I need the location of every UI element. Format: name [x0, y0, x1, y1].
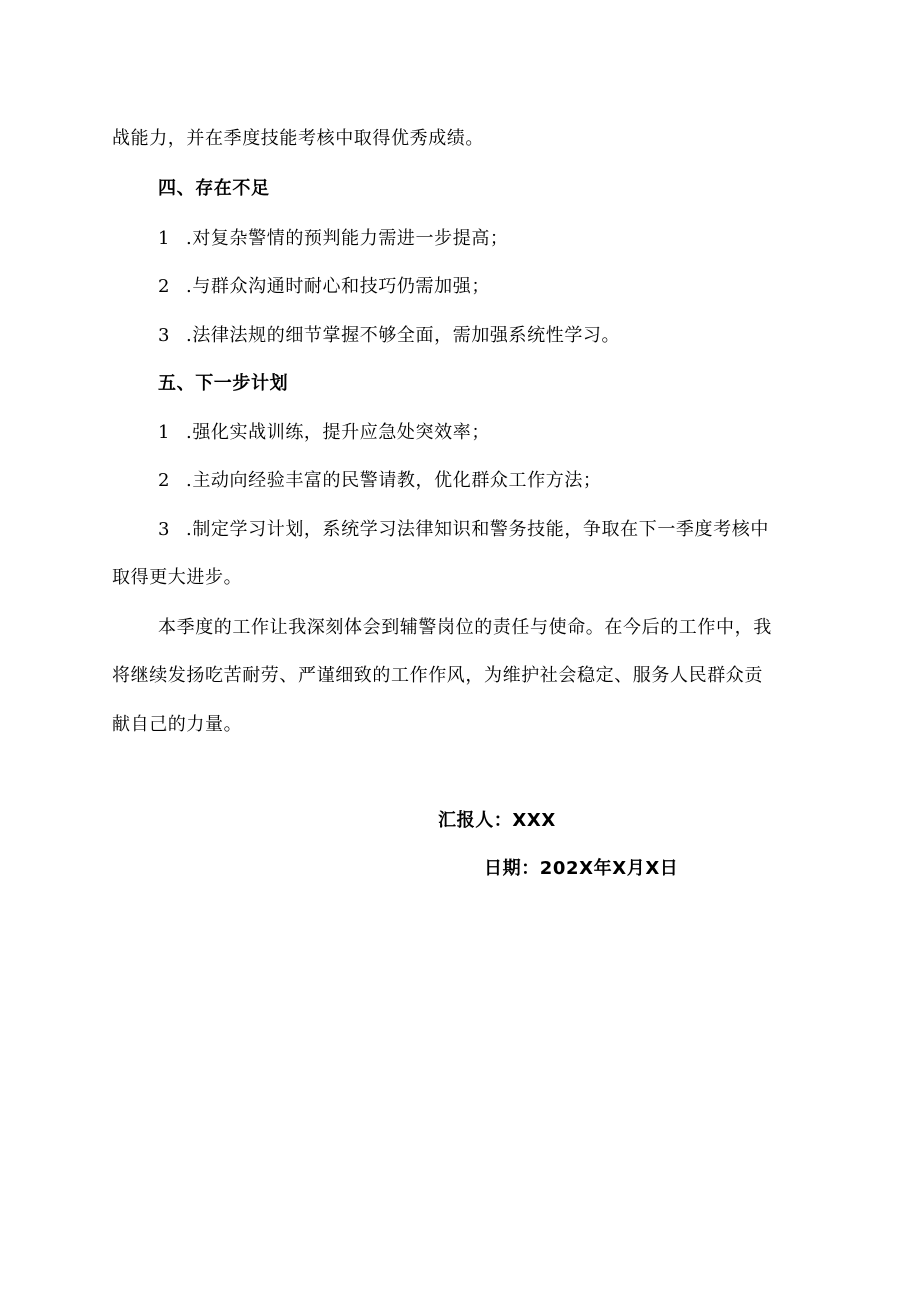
list-item-text: .与群众沟通时耐心和技巧仍需加强； — [186, 276, 490, 297]
list-item — [158, 470, 602, 492]
list-item — [158, 519, 769, 541]
section-heading-next-plan: 五、下一步计划 — [158, 373, 289, 394]
list-item-number: 1 — [158, 228, 171, 249]
closing-paragraph-line: 将继续发扬吃苦耐劳、严谨细致的工作作风，为维护社会稳定、服务人民群众贡 — [112, 665, 763, 686]
reporter-signature: 汇报人：XXX — [438, 810, 556, 831]
list-item-text: .对复杂警情的预判能力需进一步提高； — [186, 228, 509, 249]
list-item — [158, 325, 620, 347]
closing-paragraph-line: 本季度的工作让我深刻体会到辅警岗位的责任与使命。在今后的工作中，我 — [158, 617, 772, 638]
list-item-text: .制定学习计划，系统学习法律知识和警务技能，争取在下一季度考核中 — [186, 519, 769, 540]
list-item-number: 3 — [158, 519, 171, 540]
continuation-text: 战能力，并在季度技能考核中取得优秀成绩。 — [112, 128, 484, 149]
list-item-number: 2 — [158, 276, 171, 297]
list-item-text: .强化实战训练，提升应急处突效率； — [186, 422, 490, 443]
closing-paragraph-line: 献自己的力量。 — [112, 714, 243, 735]
list-item-text: .主动向经验丰富的民警请教，优化群众工作方法； — [186, 470, 602, 491]
list-item-number: 3 — [158, 325, 171, 346]
list-item-number: 2 — [158, 470, 171, 491]
list-item — [158, 422, 490, 444]
list-item-text: .法律法规的细节掌握不够全面，需加强系统性学习。 — [186, 325, 621, 346]
report-date: 日期：202X年X月X日 — [484, 858, 679, 879]
list-item-continuation: 取得更大进步。 — [112, 567, 243, 588]
list-item — [158, 228, 509, 250]
list-item — [158, 276, 490, 298]
list-item-number: 1 — [158, 422, 171, 443]
section-heading-shortcomings: 四、存在不足 — [158, 178, 270, 199]
